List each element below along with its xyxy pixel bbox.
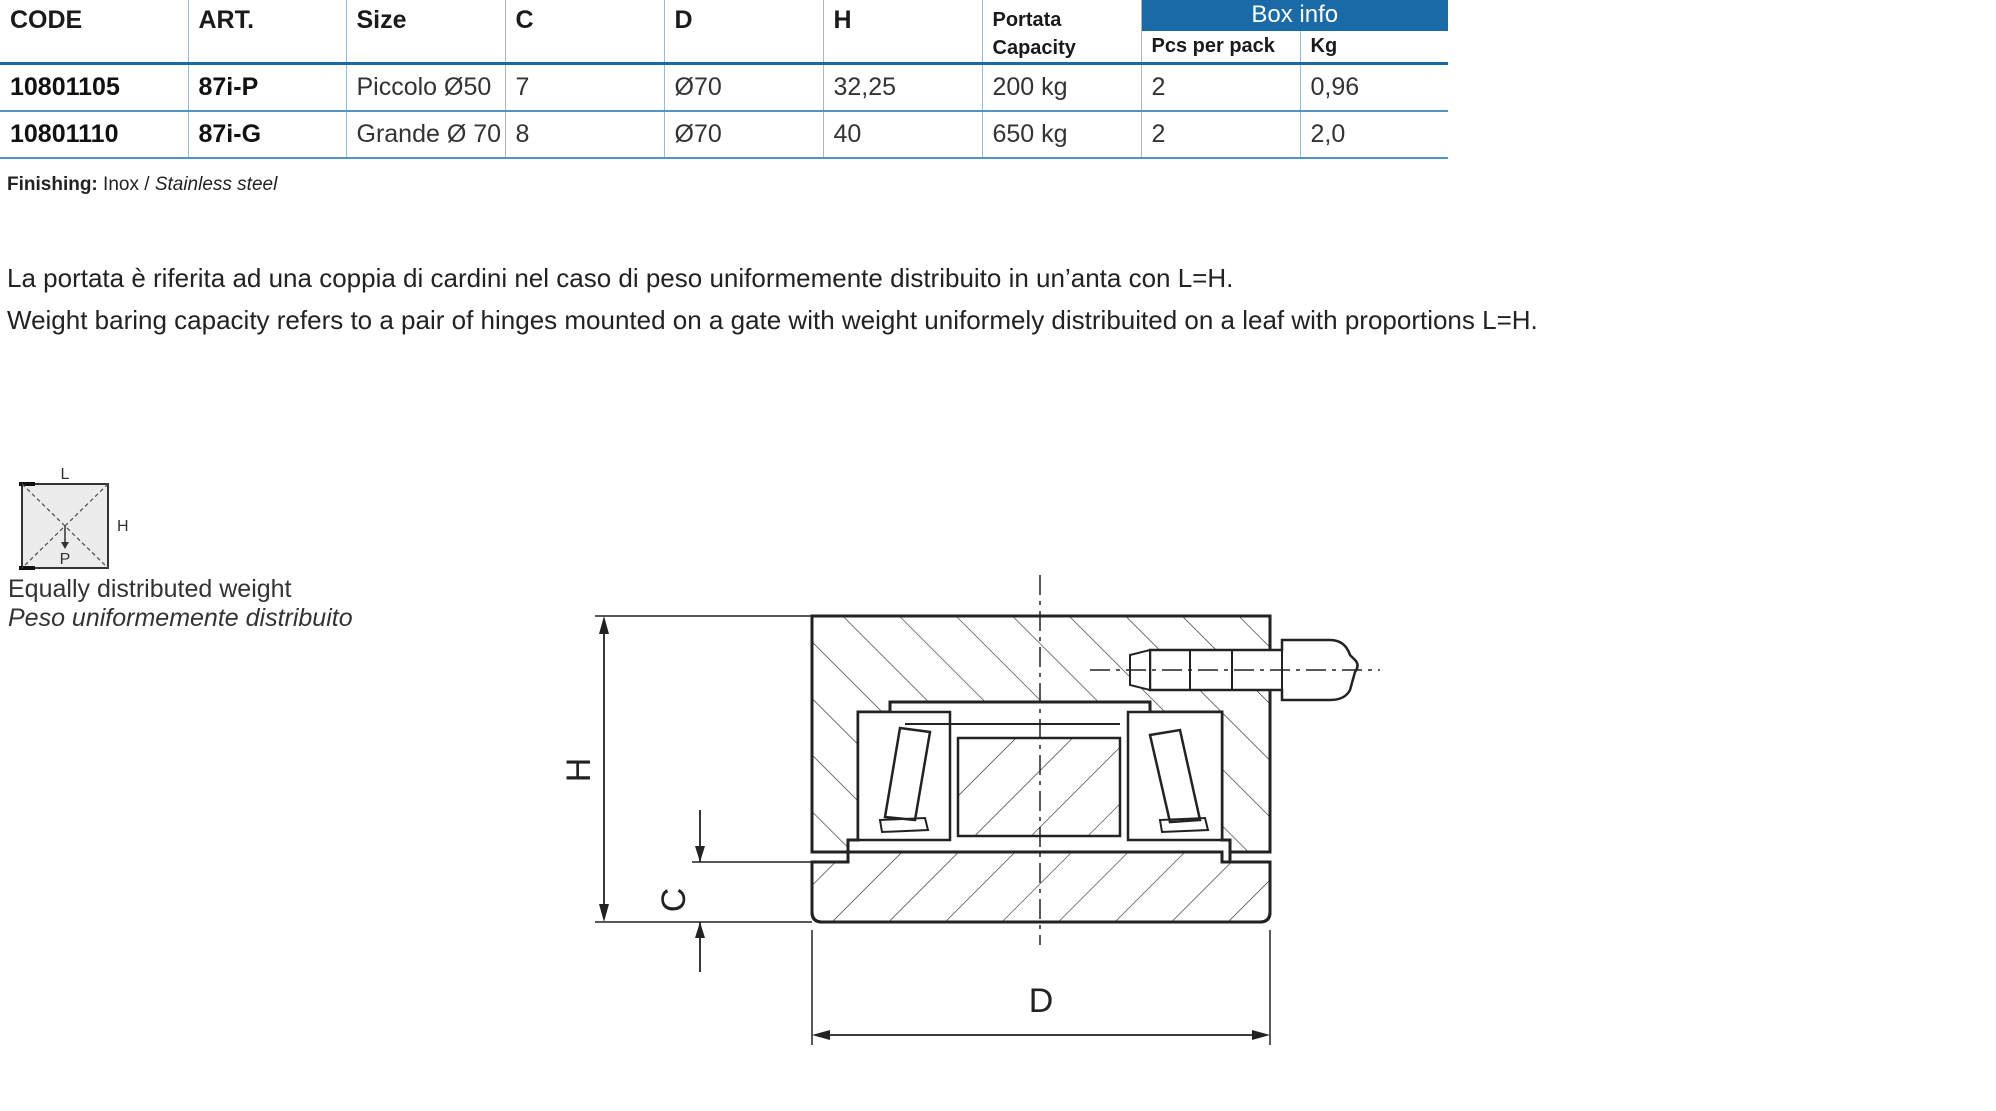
cell-c: 8 bbox=[505, 111, 664, 158]
cell-h: 40 bbox=[823, 111, 982, 158]
cell-art: 87i-P bbox=[188, 64, 346, 112]
finishing-separator: / bbox=[138, 174, 155, 195]
header-capacity-it: Portata bbox=[992, 9, 1062, 31]
header-code: CODE bbox=[0, 0, 188, 64]
header-c: C bbox=[505, 0, 664, 64]
hinge-cross-section-drawing bbox=[540, 560, 1400, 1060]
cell-d: Ø70 bbox=[664, 64, 823, 112]
cell-pcs: 2 bbox=[1141, 111, 1300, 158]
cell-code: 10801110 bbox=[0, 111, 188, 158]
header-h: H bbox=[823, 0, 982, 64]
capacity-note-en: Weight baring capacity refers to a pair of hinges mounted on a gate with weight uniformely distribuited on a leaf with proportions L=H. bbox=[7, 305, 1538, 335]
header-capacity bbox=[982, 0, 1141, 64]
finishing-value-it: Inox bbox=[103, 174, 139, 195]
cell-kg: 0,96 bbox=[1310, 73, 1360, 101]
cell-pcs: 2 bbox=[1141, 64, 1300, 112]
legend-label-p: P bbox=[59, 551, 71, 568]
header-d: D bbox=[664, 0, 823, 64]
table-row bbox=[0, 111, 1448, 158]
header-capacity-en: Capacity bbox=[992, 37, 1076, 59]
distributed-weight-icon bbox=[5, 462, 135, 572]
spec-table bbox=[0, 0, 1448, 159]
legend-text-en: Equally distributed weight bbox=[8, 575, 292, 603]
cell-capacity: 650 kg bbox=[982, 111, 1141, 158]
finishing-note bbox=[7, 174, 277, 196]
cell-h: 32,25 bbox=[823, 64, 982, 112]
dimension-label-h: H bbox=[560, 757, 598, 783]
cell-kg: 2,0 bbox=[1310, 120, 1346, 148]
capacity-note-it: La portata è riferita ad una coppia di cardini nel caso di peso uniformemente distribuito in un’anta con L=H. bbox=[7, 263, 1234, 293]
cell-size: Grande Ø 70 bbox=[346, 111, 505, 158]
header-size: Size bbox=[346, 0, 505, 64]
table-row bbox=[0, 64, 1448, 112]
cell-c: 7 bbox=[505, 64, 664, 112]
finishing-label: Finishing: bbox=[7, 174, 98, 195]
cell-code: 10801105 bbox=[0, 64, 188, 112]
cell-capacity: 200 kg bbox=[982, 64, 1141, 112]
legend-label-l: L bbox=[60, 466, 70, 483]
header-pcs-per-pack: Pcs per pack bbox=[1141, 31, 1300, 64]
header-art: ART. bbox=[188, 0, 346, 64]
dimension-label-c: C bbox=[655, 887, 693, 913]
header-kg: Kg bbox=[1310, 34, 1338, 57]
cell-d: Ø70 bbox=[664, 111, 823, 158]
header-box-info: Box info bbox=[1141, 0, 1448, 31]
dimension-label-d: D bbox=[1028, 982, 1054, 1020]
cell-art: 87i-G bbox=[188, 111, 346, 158]
legend-label-h: H bbox=[117, 518, 129, 535]
finishing-value-en: Stainless steel bbox=[154, 174, 278, 195]
cell-size: Piccolo Ø50 bbox=[346, 64, 505, 112]
legend-text-it: Peso uniformemente distribuito bbox=[8, 604, 353, 632]
